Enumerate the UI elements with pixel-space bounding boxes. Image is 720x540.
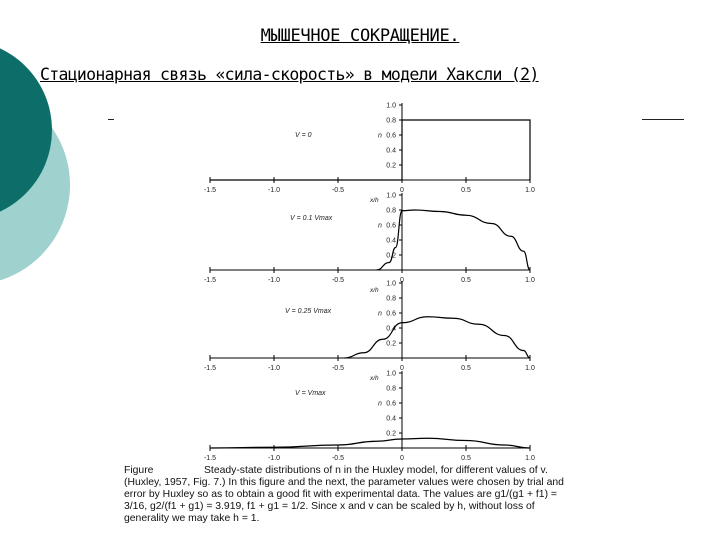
y-tick-label: 0.8 bbox=[386, 207, 396, 215]
x-tick-label: 0 bbox=[400, 187, 404, 194]
y-tick-label: 0.8 bbox=[386, 385, 396, 393]
y-tick-label: 1.0 bbox=[386, 370, 396, 378]
y-tick-label: 0.4 bbox=[386, 237, 396, 245]
distribution-curve bbox=[210, 438, 530, 448]
slide-subtitle: Стационарная связь «сила-скорость» в модели Хаксли (2) bbox=[40, 65, 539, 84]
x-axis-label: x/h bbox=[370, 287, 379, 294]
x-tick-label: 0.5 bbox=[461, 455, 471, 462]
x-tick-label: -1.5 bbox=[203, 455, 217, 462]
x-tick-label: -0.5 bbox=[331, 187, 345, 194]
x-tick-label: -1.5 bbox=[203, 277, 217, 284]
y-tick-label: 0.4 bbox=[386, 415, 396, 423]
x-tick-label: 0.5 bbox=[461, 277, 471, 284]
x-tick-label: 1.0 bbox=[525, 277, 535, 284]
y-tick-label: 0.4 bbox=[386, 325, 396, 333]
caption-line: generality we may take h = 1. bbox=[124, 513, 260, 525]
x-tick-label: -1.5 bbox=[203, 187, 217, 194]
panel-velocity-label: V = 0.25 Vmax bbox=[285, 308, 332, 315]
y-tick-label: 1.0 bbox=[386, 280, 396, 288]
caption-body bbox=[124, 465, 644, 525]
distribution-curve bbox=[210, 117, 530, 180]
x-tick-label: 1.0 bbox=[525, 187, 535, 194]
x-axis-label: x/h bbox=[370, 375, 379, 382]
caption-line: (Huxley, 1957, Fig. 7.) In this figure and the next, the parameter values were chosen by trial and bbox=[124, 477, 564, 489]
slide-title: МЫШЕЧНОЕ СОКРАЩЕНИЕ. bbox=[260, 26, 460, 46]
caption-label: Figure bbox=[124, 465, 154, 476]
y-tick-label: 0.6 bbox=[386, 222, 396, 230]
y-tick-label: 0.2 bbox=[386, 162, 396, 170]
y-tick-label: 0.2 bbox=[386, 430, 396, 438]
x-axis-label: x/h bbox=[370, 197, 379, 204]
caption-line: 3/16, g2/(f1 + g1) = 3.919, f1 + g1 = 1/2. Since x and v can be scaled by h, without loss of bbox=[124, 501, 535, 513]
huxley-distribution-figure bbox=[200, 100, 550, 462]
x-tick-label: 1.0 bbox=[525, 455, 535, 462]
x-tick-label: -1.0 bbox=[267, 187, 281, 194]
x-tick-label: -1.0 bbox=[267, 277, 281, 284]
x-tick-label: 0 bbox=[400, 365, 404, 372]
y-tick-label: 0.2 bbox=[386, 252, 396, 260]
x-tick-label: -1.5 bbox=[203, 365, 217, 372]
figure-caption bbox=[124, 465, 644, 525]
y-tick-label: 0.8 bbox=[386, 117, 396, 125]
x-tick-label: -1.0 bbox=[267, 365, 281, 372]
y-axis-label: n bbox=[378, 222, 382, 230]
x-tick-label: -0.5 bbox=[331, 365, 345, 372]
x-tick-label: 0 bbox=[400, 277, 404, 284]
panel-velocity-label: V = Vmax bbox=[295, 390, 326, 397]
y-axis-label: n bbox=[378, 310, 382, 318]
y-axis-label: n bbox=[378, 400, 382, 408]
distribution-curve bbox=[344, 317, 530, 358]
y-tick-label: 0.6 bbox=[386, 310, 396, 318]
x-tick-label: 1.0 bbox=[525, 365, 535, 372]
x-tick-label: -0.5 bbox=[331, 277, 345, 284]
y-tick-label: 0.8 bbox=[386, 295, 396, 303]
panel-velocity-label: V = 0 bbox=[295, 132, 312, 139]
y-tick-label: 0.2 bbox=[386, 340, 396, 348]
caption-line: Steady-state distributions of n in the Huxley model, for different values of v. bbox=[204, 465, 548, 476]
y-tick-label: 0.4 bbox=[386, 147, 396, 155]
panel-velocity-label: V = 0.1 Vmax bbox=[290, 215, 333, 222]
y-tick-label: 1.0 bbox=[386, 192, 396, 200]
y-tick-label: 0.6 bbox=[386, 400, 396, 408]
x-tick-label: -1.0 bbox=[267, 455, 281, 462]
x-tick-label: 0 bbox=[400, 455, 404, 462]
x-tick-label: 0.5 bbox=[461, 187, 471, 194]
y-tick-label: 0.6 bbox=[386, 132, 396, 140]
left-rule bbox=[108, 119, 114, 120]
x-tick-label: 0.5 bbox=[461, 365, 471, 372]
caption-line: error by Huxley so as to obtain a good fit with experimental data. The values are g1/(g1 + f1) = bbox=[124, 489, 557, 501]
right-rule bbox=[642, 119, 684, 120]
x-tick-label: -0.5 bbox=[331, 455, 345, 462]
y-tick-label: 1.0 bbox=[386, 102, 396, 110]
y-axis-label: n bbox=[378, 132, 382, 140]
